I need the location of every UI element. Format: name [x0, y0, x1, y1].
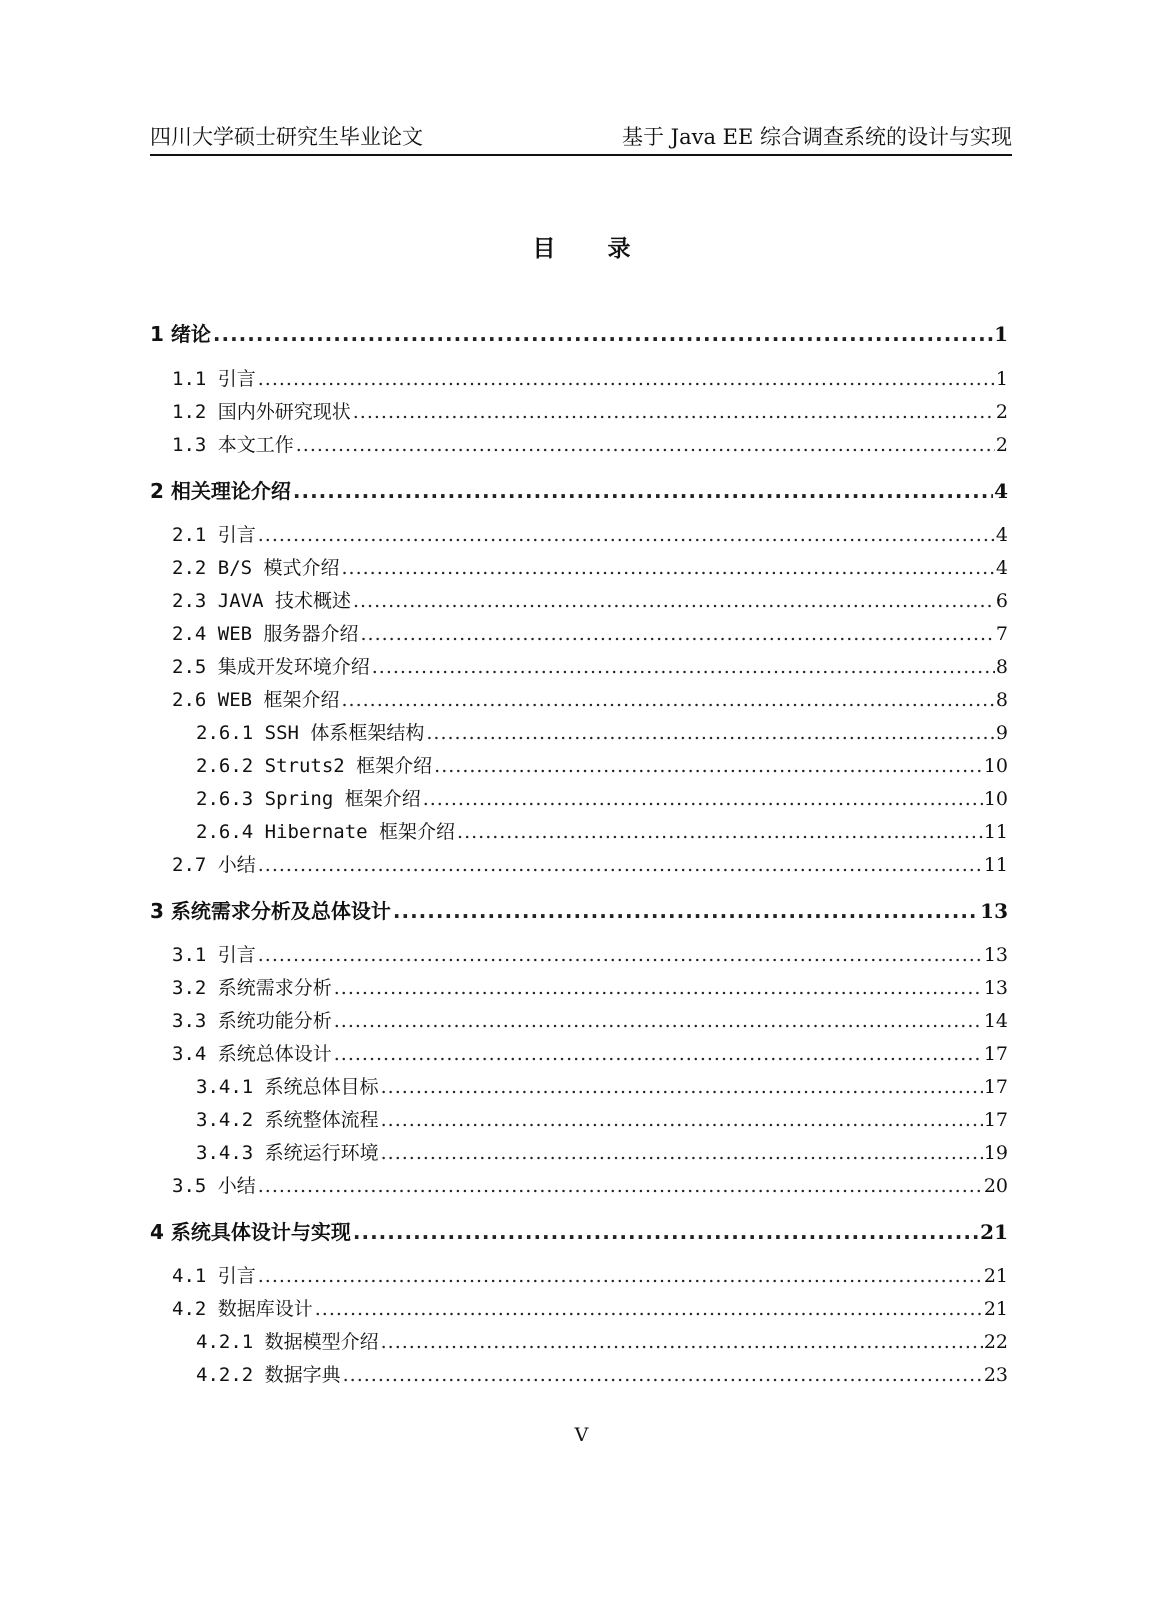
toc-entry-label: 2.6.4 Hibernate 框架介绍: [196, 821, 456, 843]
toc-dot-leader: [361, 623, 995, 645]
page-number: V: [574, 1424, 589, 1446]
toc-entry-page: 17: [983, 1076, 1008, 1098]
toc-dot-leader: [293, 479, 993, 503]
toc-dot-leader: [258, 1265, 983, 1287]
toc-entry-page: 9: [995, 722, 1008, 744]
toc-entry[interactable]: [150, 895, 1008, 923]
toc-entry[interactable]: [196, 751, 1008, 779]
toc-entry-page: 2: [995, 401, 1008, 423]
toc-entry[interactable]: [196, 1327, 1008, 1355]
toc-entry-page: 11: [983, 854, 1008, 876]
toc-dot-leader: [296, 434, 995, 456]
toc-entry-page: 13: [983, 944, 1008, 966]
toc-dot-leader: [334, 977, 983, 999]
toc-entry-page: 8: [995, 689, 1008, 711]
header-thesis-title: 基于 Java EE 综合调查系统的设计与实现: [621, 125, 1012, 149]
toc-dot-leader: [342, 557, 995, 579]
toc-entry-label: 3.3 系统功能分析: [172, 1010, 332, 1032]
toc-entry-page: 13: [983, 977, 1008, 999]
header-university: 四川大学硕士研究生毕业论文: [150, 125, 423, 149]
toc-entry-page: 10: [983, 788, 1008, 810]
toc-dot-leader: [381, 1142, 983, 1164]
toc-entry-page: 11: [983, 821, 1008, 843]
toc-dot-leader: [434, 755, 983, 777]
toc-entry-label: 4.2.1 数据模型介绍: [196, 1331, 379, 1353]
toc-entry-page: 13: [980, 899, 1008, 923]
toc-entry-label: 1.1 引言: [172, 368, 256, 390]
toc-entry[interactable]: [196, 1138, 1008, 1166]
toc-entry[interactable]: [172, 397, 1008, 425]
toc-entry-label: 1 绪论: [150, 322, 211, 346]
toc-entry-label: 2.4 WEB 服务器介绍: [172, 623, 359, 645]
toc-entry-label: 3.4.1 系统总体目标: [196, 1076, 379, 1098]
toc-entry[interactable]: [196, 718, 1008, 746]
toc-entry[interactable]: [172, 364, 1008, 392]
toc-entry-label: 3.5 小结: [172, 1175, 256, 1197]
toc-entry[interactable]: [172, 940, 1008, 968]
toc-entry-label: 1.3 本文工作: [172, 434, 294, 456]
toc-entry-label: 2 相关理论介绍: [150, 479, 291, 503]
toc-entry[interactable]: [172, 1039, 1008, 1067]
toc-entry-page: 19: [983, 1142, 1008, 1164]
toc-dot-leader: [258, 854, 983, 876]
toc-dot-leader: [426, 722, 995, 744]
toc-entry-label: 2.6.2 Struts2 框架介绍: [196, 755, 433, 777]
toc-entry-page: 17: [983, 1109, 1008, 1131]
toc-entry[interactable]: [196, 1105, 1008, 1133]
toc-entry-page: 6: [995, 590, 1008, 612]
toc-entry-label: 4.2.2 数据字典: [196, 1364, 341, 1386]
toc-entry-page: 2: [995, 434, 1008, 456]
toc-entry[interactable]: [196, 1360, 1008, 1388]
toc-dot-leader: [258, 368, 995, 390]
toc-entry-page: 8: [995, 656, 1008, 678]
toc-entry-page: 22: [983, 1331, 1008, 1353]
toc-entry-page: 4: [995, 557, 1008, 579]
toc-entry[interactable]: [196, 784, 1008, 812]
toc-entry[interactable]: [172, 520, 1008, 548]
toc-entry[interactable]: [150, 475, 1008, 503]
toc-entry-label: 2.1 引言: [172, 524, 256, 546]
toc-entry-label: 3.2 系统需求分析: [172, 977, 332, 999]
toc-entry-label: 1.2 国内外研究现状: [172, 401, 351, 423]
toc-entry-page: 21: [980, 1220, 1008, 1244]
toc-dot-leader: [334, 1010, 983, 1032]
toc-dot-leader: [457, 821, 983, 843]
toc-entry-label: 2.7 小结: [172, 854, 256, 876]
toc-entry-label: 2.5 集成开发环境介绍: [172, 656, 370, 678]
toc-entry[interactable]: [172, 850, 1008, 878]
toc-entry[interactable]: [172, 430, 1008, 458]
toc-entry-label: 3.1 引言: [172, 944, 256, 966]
toc-dot-leader: [258, 1175, 983, 1197]
toc-entry[interactable]: [172, 1294, 1008, 1322]
toc-entry-page: 1: [994, 322, 1008, 346]
toc-entry-page: 4: [995, 524, 1008, 546]
toc-entry-label: 2.6 WEB 框架介绍: [172, 689, 340, 711]
toc-entry-label: 2.6.3 Spring 框架介绍: [196, 788, 421, 810]
toc-entry[interactable]: [172, 1171, 1008, 1199]
toc-dot-leader: [353, 401, 995, 423]
toc-dot-leader: [353, 590, 995, 612]
toc-entry-label: 2.3 JAVA 技术概述: [172, 590, 351, 612]
toc-entry[interactable]: [150, 318, 1008, 346]
toc-entry-page: 21: [983, 1298, 1008, 1320]
toc-dot-leader: [258, 524, 995, 546]
toc-entry-label: 2.6.1 SSH 体系框架结构: [196, 722, 425, 744]
toc-entry[interactable]: [172, 685, 1008, 713]
toc-dot-leader: [258, 944, 983, 966]
toc-entry-page: 17: [983, 1043, 1008, 1065]
toc-entry[interactable]: [172, 586, 1008, 614]
toc-entry-page: 7: [995, 623, 1008, 645]
toc-dot-leader: [393, 899, 979, 923]
toc-entry-label: 3.4.3 系统运行环境: [196, 1142, 379, 1164]
toc-dot-leader: [334, 1043, 983, 1065]
toc-dot-leader: [353, 1220, 979, 1244]
toc-entry[interactable]: [172, 1261, 1008, 1289]
toc-entry-label: 3.4.2 系统整体流程: [196, 1109, 379, 1131]
toc-entry-page: 20: [983, 1175, 1008, 1197]
toc-dot-leader: [213, 322, 993, 346]
toc-entry-page: 1: [995, 368, 1008, 390]
running-header: [150, 124, 1012, 156]
toc-entry[interactable]: [172, 973, 1008, 1001]
toc-dot-leader: [372, 656, 995, 678]
toc-entry-page: 10: [983, 755, 1008, 777]
toc-entry-page: 4: [994, 479, 1008, 503]
toc-entry-label: 4.2 数据库设计: [172, 1298, 313, 1320]
toc-entry[interactable]: [196, 817, 1008, 845]
toc-dot-leader: [343, 1364, 983, 1386]
toc-entry[interactable]: [172, 619, 1008, 647]
toc-dot-leader: [381, 1331, 983, 1353]
toc-entry[interactable]: [172, 652, 1008, 680]
toc-entry-label: 4.1 引言: [172, 1265, 256, 1287]
toc-dot-leader: [381, 1076, 983, 1098]
toc-entry[interactable]: [172, 553, 1008, 581]
toc-dot-leader: [315, 1298, 983, 1320]
toc-dot-leader: [423, 788, 983, 810]
toc-entry-page: 14: [983, 1010, 1008, 1032]
toc-dot-leader: [381, 1109, 983, 1131]
toc-entry-label: 3 系统需求分析及总体设计: [150, 899, 391, 923]
toc-entry[interactable]: [196, 1072, 1008, 1100]
toc-entry-label: 2.2 B/S 模式介绍: [172, 557, 340, 579]
toc-title: 目 录: [532, 236, 653, 262]
toc-entry[interactable]: [172, 1006, 1008, 1034]
toc-entry[interactable]: [150, 1216, 1008, 1244]
toc-entry-label: 3.4 系统总体设计: [172, 1043, 332, 1065]
toc-entry-page: 23: [983, 1364, 1008, 1386]
toc-entry-label: 4 系统具体设计与实现: [150, 1220, 351, 1244]
toc-entry-page: 21: [983, 1265, 1008, 1287]
toc-dot-leader: [342, 689, 995, 711]
